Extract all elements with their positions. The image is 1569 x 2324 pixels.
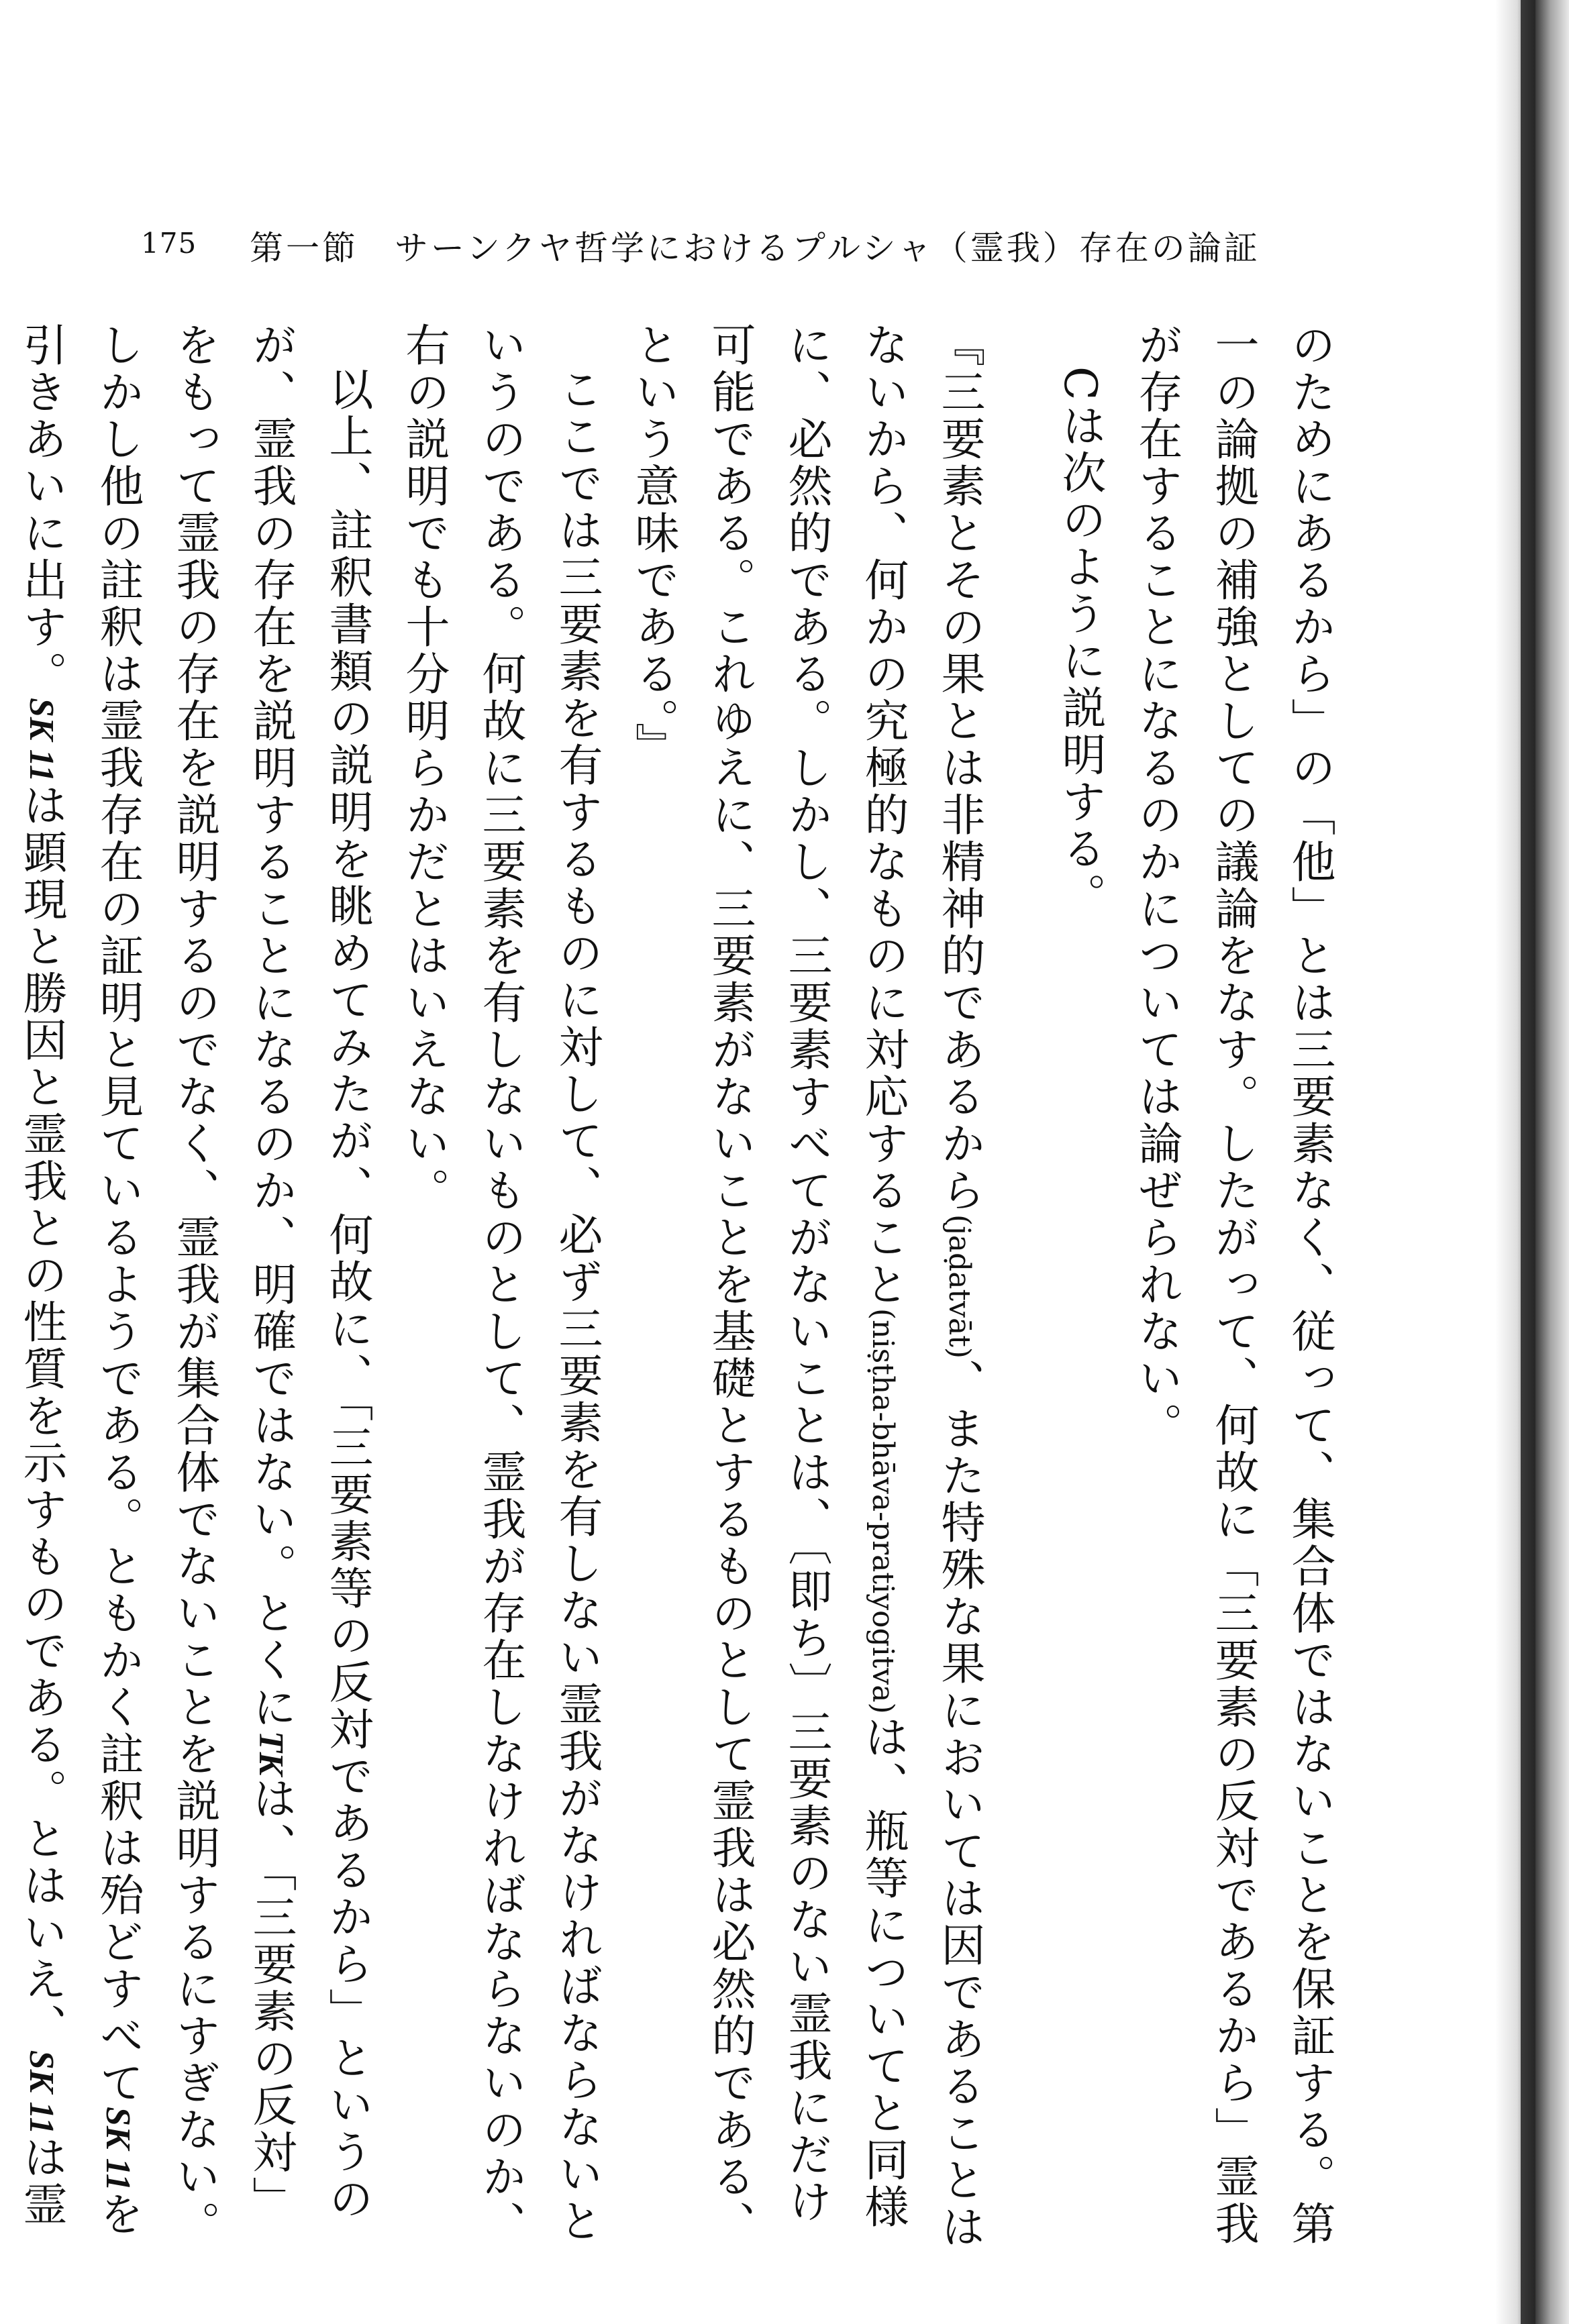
sanskrit-term: (niṣṭha-bhāva-pratiyogitva) — [866, 1308, 900, 1714]
paragraph — [1118, 322, 1348, 2268]
text-span: Cは次のように説明する。 — [1054, 366, 1106, 920]
running-title: 第一節 サーンクヤ哲学におけるプルシャ（霊我）存在の論証 — [250, 229, 1260, 268]
paragraph — [0, 322, 385, 2268]
binding-edge — [1521, 0, 1535, 2324]
paragraph — [1042, 322, 1118, 2268]
text-span: は、瓶等についてと同様に、必然的である。しかし、三要素すべてがないことは、〔即ち〕三要素のない霊我にだけ可能である。これゆえに、三要素がないことを基礎とするものとして霊我は必然的である、という意味である。』 — [627, 322, 909, 2248]
text-span: ここでは三要素を有するものに対して、必ず三要素を有しない霊我がなければならないというのである。何故に三要素を有しないものとして、霊我が存在しなければならないのか、右の説明でも十分明らかだとはいえない。 — [398, 322, 603, 2248]
text-span: のためにあるから」の「他」とは三要素なく、従って、集合体ではないことを保証する。第一の論拠の補強としての議論をなす。したがって、何故に「三要素の反対であるから」霊我が存在することになるのかについては論ぜられない。 — [1131, 322, 1335, 2248]
text-span: は顕現と勝因と霊我との性質を示すものである。とはいえ、 — [15, 782, 67, 2050]
text-span: 『三要素とその果とは非精神的であるから — [933, 322, 985, 1214]
page-number: 175 — [141, 227, 197, 260]
abbreviation: SK 11 — [22, 2050, 60, 2135]
sanskrit-term: (jaḍatvāt) — [942, 1214, 976, 1359]
abbreviation: TK — [252, 1731, 290, 1776]
abbreviation: SK 11 — [22, 698, 60, 782]
text-span: は霊 — [15, 2134, 67, 2229]
quotation — [615, 322, 1042, 2268]
text-span: 以上、註釈書類の説明を眺めてみたが、何故に、「三要素等の反対であるから」というのが、霊我の存在を説明することになるのか、明確ではない。とくに — [245, 322, 373, 2223]
text-span: 、また特殊な果においては因であることはないから、何かの究極的なものに対応すること — [857, 322, 985, 2252]
paragraph — [385, 322, 615, 2268]
body-text — [15, 322, 1348, 2268]
abbreviation: SK 11 — [99, 2107, 137, 2191]
text-span: は、「三要素の反対」をもって霊我の存在を説明するのでなく、霊我が集合体でないことを説明するにすぎない。しかし他の註釈は霊我存在の証明と見ているようである。ともかく註釈は殆どすべて — [92, 322, 297, 2248]
text-span: を引きあいに出す。 — [15, 322, 144, 2238]
